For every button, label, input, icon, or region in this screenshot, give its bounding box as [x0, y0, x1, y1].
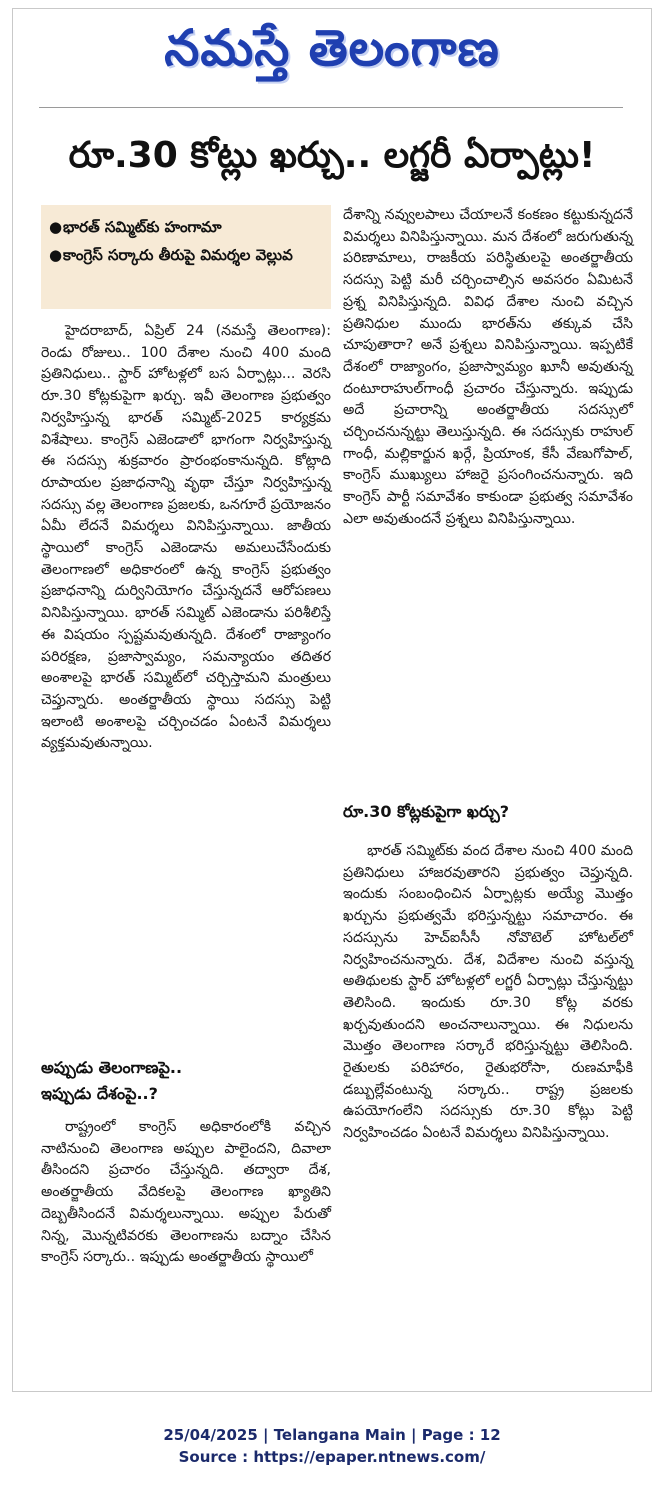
highlights-box — [41, 205, 331, 309]
highlight-item — [49, 213, 321, 241]
bullet-icon: ● — [49, 246, 63, 264]
subhead-line: అప్పుడు తెలంగాణపై.. — [41, 1058, 183, 1077]
highlight-text: కాంగ్రెస్ సర్కారు తీరుపై విమర్శల వెల్లువ — [63, 246, 293, 264]
subhead-line: ఇప్పుడు దేశంపై..? — [41, 1084, 158, 1103]
article-paragraph: దేశాన్ని నవ్వులపాలు చేయాలనే కంకణం కట్టుకున్నదనే విమర్శలు వినిపిస్తున్నాయి. మన దేశంలో జరుగుతున్న పరిణామాలు, రాజకీయ పరిస్థితులపై అంతర్జాతీయ సదస్సు పెట్టి మరీ చర్చించాల్సిన అవసరం ఏమిటనే ప్రశ్న వినిపిస్తున్నది. వివిధ దేశాల నుంచి వచ్చిన ప్రతినిధుల ముందు భారత్‌ను తక్కువ చేసి చూపుతారా? అనే ప్రశ్నలు వినిపిస్తున్నాయి. ఇప్పటికే దేశంలో రాజ్యాంగం, ప్రజాస్వామ్యం ఖూనీ అవుతున్న దంటూరాహుల్‌గాంధీ ప్రచారం చేస్తున్నారు. ఇప్పుడు అదే ప్రచారాన్ని అంతర్జాతీయ సదస్సులో చర్చించనున్నట్టు తెలుస్తున్నది. ఈ సదస్సుకు రాహుల్ గాంధీ, మల్లికార్జున ఖర్గే, ప్రియాంక, కేసీ వేణుగోపాల్, కాంగ్రెస్ ముఖ్యులు హాజరై ప్రసంగించనున్నారు. ఇది కాంగ్రెస్ పార్టీ సమావేశం కాకుండా ప్రభుత్వ సమావేశం ఎలా అవుతుందనే ప్రశ్నలు వినిపిస్తున్నాయి. — [343, 207, 633, 527]
article-column-left-continued — [41, 1117, 331, 1269]
article-column-left — [41, 321, 331, 755]
masthead — [13, 9, 651, 89]
article-column-right-continued — [343, 841, 633, 1145]
bullet-icon: ● — [49, 218, 63, 236]
publication-info: 25/04/2025 | Telangana Main | Page : 12 — [163, 1426, 501, 1444]
source-link[interactable]: Source : https://epaper.ntnews.com/ — [178, 1448, 486, 1466]
article-paragraph: హైదరాబాద్, ఏప్రిల్ 24 (నమస్తే తెలంగాణ): రెండు రోజులు.. 100 దేశాల నుంచి 400 మంది ప్రతినిధులు.. స్టార్ హోటళ్లలో బస ఏర్పాట్లు... వెరసి రూ.30 కోట్లకుపైగా ఖర్చు. ఇవీ తెలంగాణ ప్రభుత్వం నిర్వహిస్తున్న భారత్ సమ్మిట్-2025 కార్యక్రమ విశేషాలు. కాంగ్రెస్ ఎజెండాలో భాగంగా నిర్వహిస్తున్న ఈ సదస్సు శుక్రవారం ప్రారంభంకానున్నది. కోట్లాది రూపాయల ప్రజాధనాన్ని వృథా చేస్తూ నిర్వహిస్తున్న సదస్సు వల్ల తెలంగాణ ప్రజలకు, ఒనగూరే ప్రయోజనం ఏమీ లేదనే విమర్శలు వినిపిస్తున్నాయి. జాతీయ స్థాయిలో కాంగ్రెస్ ఎజెండాను అమలుచేసేందుకు తెలంగాణలో అధికారంలో ఉన్న కాంగ్రెస్ ప్రభుత్వం ప్రజాధనాన్ని దుర్వినియోగం చేస్తున్నదనే ఆరోపణలు వినిపిస్తున్నాయి. భారత్ సమ్మిట్ ఎజెండాను పరిశీలిస్తే ఈ విషయం స్పష్టమవుతున్నది. దేశంలో రాజ్యాంగం పరిరక్షణ, ప్రజాస్వామ్యం, సమన్యాయం తదితర అంశాలపై భారత్ సమ్మిట్‌లో చర్చిస్తామని మంత్రులు చెప్తున్నారు. అంతర్జాతీయ స్థాయి సదస్సు పెట్టి ఇలాంటి అంశాలపై చర్చించడం ఏంటనే విమర్శలు వ్యక్తమవుతున్నాయి. — [41, 323, 331, 752]
headline: రూ.30 కోట్లు ఖర్చు.. లగ్జరీ ఏర్పాట్లు! — [68, 135, 596, 176]
highlight-item — [49, 241, 321, 269]
section-subhead — [41, 1055, 331, 1107]
news-clipping — [12, 8, 652, 1392]
source-footer — [0, 1424, 664, 1468]
section-subhead: రూ.30 కోట్లకుపైగా ఖర్చు? — [343, 802, 510, 821]
divider — [39, 107, 623, 108]
article-paragraph: రాష్ట్రంలో కాంగ్రెస్ అధికారంలోకి వచ్చిన నాటినుంచి తెలంగాణ అప్పుల పాలైందని, దివాలా తీసిందని ప్రచారం చేస్తున్నది. తద్వారా దేశ, అంతర్జాతీయ వేదికలపై తెలంగాణ ఖ్యాతిని దెబ్బతీసిందనే విమర్శలున్నాయి. అప్పుల పేరుతో నిన్న, మొన్నటివరకు తెలంగాణను బద్నాం చేసిన కాంగ్రెస్ సర్కారు.. ఇప్పుడు అంతర్జాతీయ స్థాయిలో — [41, 1119, 331, 1266]
masthead-logo: నమస్తే తెలంగాణ — [164, 19, 500, 77]
article-column-right — [343, 205, 633, 531]
article-paragraph: భారత్ సమ్మిట్‌కు వంద దేశాల నుంచి 400 మంది ప్రతినిధులు హాజరవుతారని ప్రభుత్వం చెప్తున్నది. ఇందుకు సంబంధించిన ఏర్పాట్లకు అయ్యే మొత్తం ఖర్చును ప్రభుత్వమే భరిస్తున్నట్టు సమాచారం. ఈ సదస్సును హెచ్ఐసీసీ నోవొటెల్ హోటల్‌లో నిర్వహించనున్నారు. దేశ, విదేశాల నుంచి వస్తున్న అతిథులకు స్టార్ హోటళ్లలో లగ్జరీ ఏర్పాట్లు చేస్తున్నట్టు తెలిసింది. ఇందుకు రూ.30 కోట్ల వరకు ఖర్చవుతుందని అంచనాలున్నాయి. ఈ నిధులను మొత్తం తెలంగాణ సర్కారే భరిస్తున్నట్టు తెలిసింది. రైతులకు పరిహారం, రైతుభరోసా, రుణమాఫీకి డబ్బుల్లేవంటున్న సర్కారు.. రాష్ట్ర ప్రజలకు ఉపయోగంలేని సదస్సుకు రూ.30 కోట్లు పెట్టి నిర్వహించడం ఏంటనే విమర్శలు వినిపిస్తున్నాయి. — [343, 843, 633, 1142]
highlight-text: భారత్ సమ్మిట్‌కు హంగామా — [63, 218, 222, 236]
